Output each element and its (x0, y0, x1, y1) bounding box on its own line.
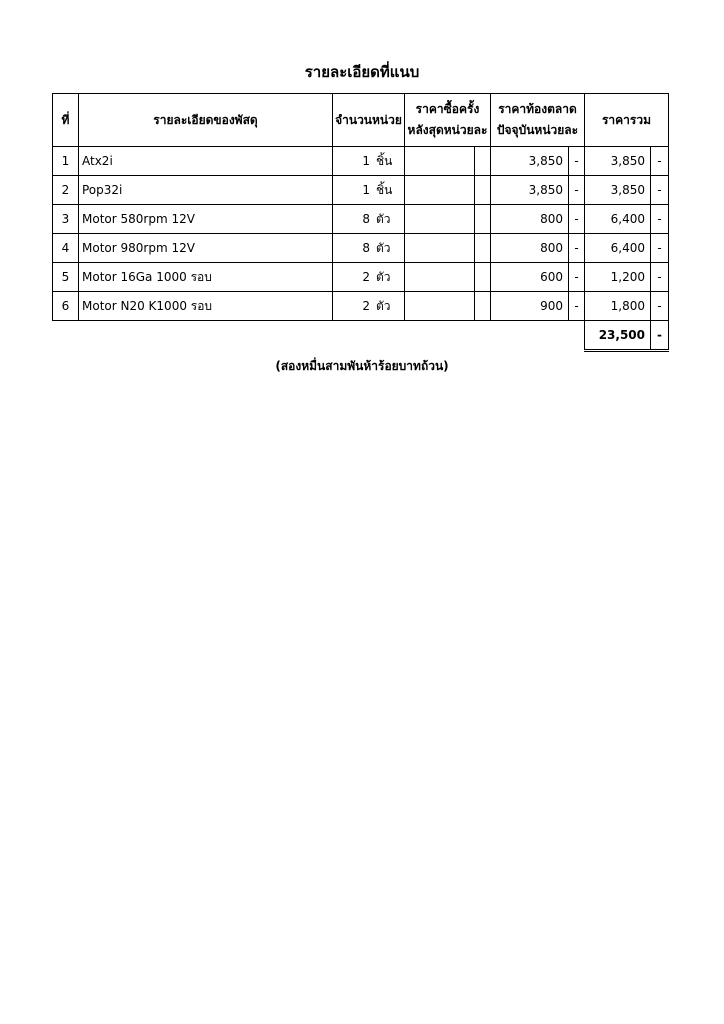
row-qty-unit: ตัว (376, 211, 391, 226)
row-number: 6 (53, 292, 79, 321)
grand-total-value: 23,500 (585, 321, 651, 351)
row-qty-unit: ตัว (376, 240, 391, 255)
item-table (52, 93, 669, 352)
row-qty-number: 1 (362, 182, 370, 197)
row-last-price-sub (475, 263, 491, 292)
grand-total-row (53, 321, 669, 351)
amount-in-words: (สองหมื่นสามพันห้าร้อยบาทถ้วน) (275, 359, 449, 373)
row-market-price: 3,850 (491, 147, 569, 176)
row-quantity (333, 205, 405, 234)
row-last-price (405, 176, 475, 205)
row-total-sub: - (651, 292, 669, 321)
row-qty-unit: ชิ้น (376, 153, 393, 168)
row-qty-number: 8 (362, 240, 370, 255)
row-market-price-sub: - (569, 292, 585, 321)
row-last-price (405, 263, 475, 292)
row-total: 3,850 (585, 147, 651, 176)
row-market-price-sub: - (569, 234, 585, 263)
row-item: Motor 580rpm 12V (79, 205, 333, 234)
table-row (53, 147, 669, 176)
row-market-price-sub: - (569, 205, 585, 234)
row-last-price-sub (475, 176, 491, 205)
row-total-sub: - (651, 176, 669, 205)
row-qty-number: 2 (362, 269, 370, 284)
row-qty-unit: ตัว (376, 269, 391, 284)
row-last-price-sub (475, 292, 491, 321)
row-qty-number: 2 (362, 298, 370, 313)
header-no: ที่ (53, 94, 79, 147)
row-quantity (333, 176, 405, 205)
row-total: 6,400 (585, 234, 651, 263)
page-title: รายละเอียดที่แนบ (304, 63, 420, 81)
row-total-sub: - (651, 263, 669, 292)
row-quantity (333, 263, 405, 292)
row-last-price-sub (475, 147, 491, 176)
row-market-price: 600 (491, 263, 569, 292)
row-item: Atx2i (79, 147, 333, 176)
row-item: Motor N20 K1000 รอบ (79, 292, 333, 321)
header-description: รายละเอียดของพัสดุ (79, 94, 333, 147)
table-row (53, 176, 669, 205)
row-item: Motor 16Ga 1000 รอบ (79, 263, 333, 292)
row-number: 2 (53, 176, 79, 205)
table-header-row (53, 94, 669, 147)
header-quantity: จำนวนหน่วย (333, 94, 405, 147)
row-last-price (405, 234, 475, 263)
row-last-price-sub (475, 205, 491, 234)
row-market-price: 800 (491, 234, 569, 263)
row-market-price-sub: - (569, 176, 585, 205)
table-row (53, 205, 669, 234)
row-quantity (333, 234, 405, 263)
row-item: Pop32i (79, 176, 333, 205)
row-qty-unit: ชิ้น (376, 182, 393, 197)
row-market-price-sub: - (569, 263, 585, 292)
row-quantity (333, 147, 405, 176)
row-number: 4 (53, 234, 79, 263)
row-qty-number: 8 (362, 211, 370, 226)
table-row (53, 263, 669, 292)
table-row (53, 292, 669, 321)
row-market-price: 900 (491, 292, 569, 321)
row-quantity (333, 292, 405, 321)
row-last-price (405, 205, 475, 234)
row-total: 6,400 (585, 205, 651, 234)
row-qty-number: 1 (362, 153, 370, 168)
row-last-price-sub (475, 234, 491, 263)
row-market-price: 800 (491, 205, 569, 234)
row-total: 1,800 (585, 292, 651, 321)
row-number: 1 (53, 147, 79, 176)
row-item: Motor 980rpm 12V (79, 234, 333, 263)
row-qty-unit: ตัว (376, 298, 391, 313)
row-total-sub: - (651, 234, 669, 263)
row-total-sub: - (651, 205, 669, 234)
row-total-sub: - (651, 147, 669, 176)
row-number: 5 (53, 263, 79, 292)
row-market-price-sub: - (569, 147, 585, 176)
row-market-price: 3,850 (491, 176, 569, 205)
row-last-price (405, 292, 475, 321)
row-last-price (405, 147, 475, 176)
header-total: ราคารวม (585, 94, 669, 147)
row-total: 1,200 (585, 263, 651, 292)
header-market-price: ราคาท้องตลาด ปัจจุบันหน่วยละ (491, 94, 585, 147)
header-last-price: ราคาซื้อครั้ง หลังสุดหน่วยละ (405, 94, 491, 147)
grand-total-dash: - (651, 321, 669, 351)
row-total: 3,850 (585, 176, 651, 205)
row-number: 3 (53, 205, 79, 234)
table-row (53, 234, 669, 263)
